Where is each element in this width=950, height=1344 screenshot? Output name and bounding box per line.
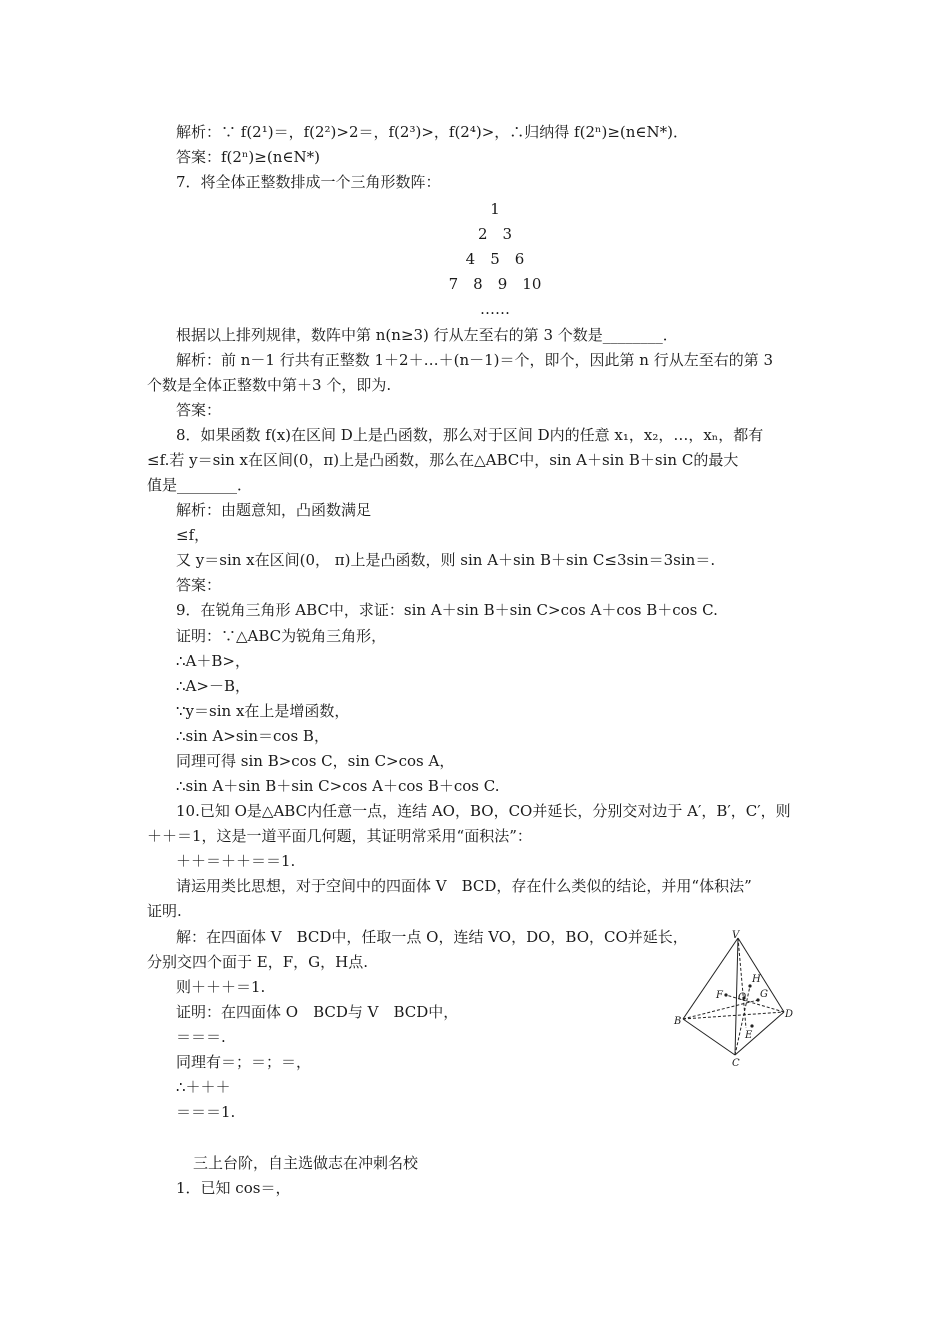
solution-6-analysis: 解析：∵ f(2¹)＝，f(2²)>2＝，f(2³)>，f(2⁴)>，∴归纳得 f(2ⁿ)≥(n∈N*)． — [176, 123, 688, 141]
solution-6-answer: 答案：f(2ⁿ)≥(n∈N*) — [176, 148, 320, 166]
solution-10-result: ＝＝＝1. — [176, 1103, 236, 1121]
label-e: E — [745, 1030, 753, 1041]
triangle-row-3: 4 5 6 — [465, 250, 525, 268]
problem-10-question: 请运用类比思想，对于空间中的四面体 V BCD，存在什么类似的结论，并用“体积法” — [176, 877, 752, 895]
label-b: B — [674, 1016, 682, 1027]
label-d: D — [785, 1009, 794, 1020]
solution-10-line-1: 解：在四面体 V BCD中，任取一点 O，连结 VO，DO，BO，CO并延长， — [176, 928, 688, 946]
edge-vb — [683, 938, 738, 1019]
triangle-row-2: 2 3 — [477, 225, 513, 243]
solution-10-proof: 证明：在四面体 O BCD与 V BCD中， — [176, 1003, 459, 1021]
solution-10-proof-eq: ＝＝＝. — [176, 1028, 226, 1046]
proof-9-line-6: 同理可得 sin B>cos C，sin C>cos A， — [176, 752, 455, 770]
solution-7-analysis: 解析：前 n－1 行共有正整数 1＋2＋…＋(n－1)＝个，即个，因此第 n 行从左至右的第 3 — [176, 351, 774, 369]
problem-10-area-method: ＋＋＝＋＋＝＝1. — [176, 852, 296, 870]
problem-10-question-cont: 证明. — [147, 902, 182, 920]
label-f: F — [716, 990, 723, 1001]
proof-9-line-7: ∴sin A＋sin B＋sin C>cos A＋cos B＋cos C. — [176, 777, 500, 795]
problem-8-cont: ≤f.若 y＝sin x在区间(0，π)上是凸函数，那么在△ABC中，sin A＋sin B＋sin C的最大 — [147, 451, 739, 469]
proof-9-line-4: ∵y＝sin x在上是增函数， — [176, 702, 350, 720]
triangle-row-4: 7 8 9 10 — [448, 275, 542, 293]
solution-8-step: 又 y＝sin x在区间(0， π)上是凸函数，则 sin A＋sin B＋sin C≤3sin＝3sin＝. — [176, 551, 716, 569]
problem-8-cont-2: 值是________． — [147, 476, 253, 494]
tetrahedron-figure — [668, 928, 800, 1070]
solution-10-line-2: 分别交四个面于 E，F，G，H点. — [147, 953, 368, 971]
edge-bc — [683, 1019, 735, 1055]
proof-9-line-2: ∴A＋B>， — [176, 652, 250, 670]
edge-cd — [735, 1012, 784, 1055]
proof-9-line-3: ∴A>－B， — [176, 677, 250, 695]
problem-7-question: 根据以上排列规律，数阵中第 n(n≥3) 行从左至右的第 3 个数是________． — [176, 326, 678, 344]
solution-8-answer: 答案： — [176, 576, 222, 594]
label-c: C — [732, 1058, 740, 1069]
solution-10-conclusion: 则＋＋＋＝1. — [176, 978, 266, 996]
solution-10-similar: 同理有＝；＝；＝， — [176, 1053, 312, 1071]
proof-9-line-5: ∴sin A>sin＝cos B， — [176, 727, 329, 745]
segment-ve — [738, 938, 746, 1028]
label-o: O — [738, 992, 747, 1003]
solution-10-sum: ∴＋＋＋ — [176, 1078, 231, 1096]
problem-7: 7．将全体正整数排成一个三角形数阵： — [176, 173, 441, 191]
triangle-row-ellipsis: …… — [480, 300, 510, 318]
section-heading: 三上台阶，自主选做志在冲刺名校 — [193, 1154, 419, 1172]
label-v: V — [732, 930, 740, 941]
solution-7-answer: 答案： — [176, 401, 222, 419]
solution-8-analysis: 解析：由题意知，凸函数满足 — [176, 501, 372, 519]
problem-10: 10.已知 O是△ABC内任意一点，连结 AO，BO，CO并延长，分别交对边于 A′，B′，C′，则 — [176, 802, 791, 820]
proof-9-line-1: 证明：∵△ABC为锐角三角形， — [176, 627, 387, 645]
label-g: G — [760, 989, 768, 1000]
label-h: H — [752, 974, 761, 985]
problem-10-cont: ＋＋＝1，这是一道平面几何题，其证明常采用“面积法”： — [147, 827, 532, 845]
triangle-row-1: 1 — [490, 200, 500, 218]
section-problem-1: 1．已知 cos＝， — [176, 1179, 291, 1197]
solution-7-analysis-cont: 个数是全体正整数中第＋3 个，即为. — [147, 376, 392, 394]
problem-8: 8．如果函数 f(x)在区间 D上是凸函数，那么对于区间 D内的任意 x₁，x₂，…，xₙ，都有 — [176, 426, 764, 444]
solution-8-inequality: ≤f， — [176, 526, 210, 544]
problem-9: 9．在锐角三角形 ABC中，求证：sin A＋sin B＋sin C>cos A＋cos B＋cos C. — [176, 601, 718, 619]
